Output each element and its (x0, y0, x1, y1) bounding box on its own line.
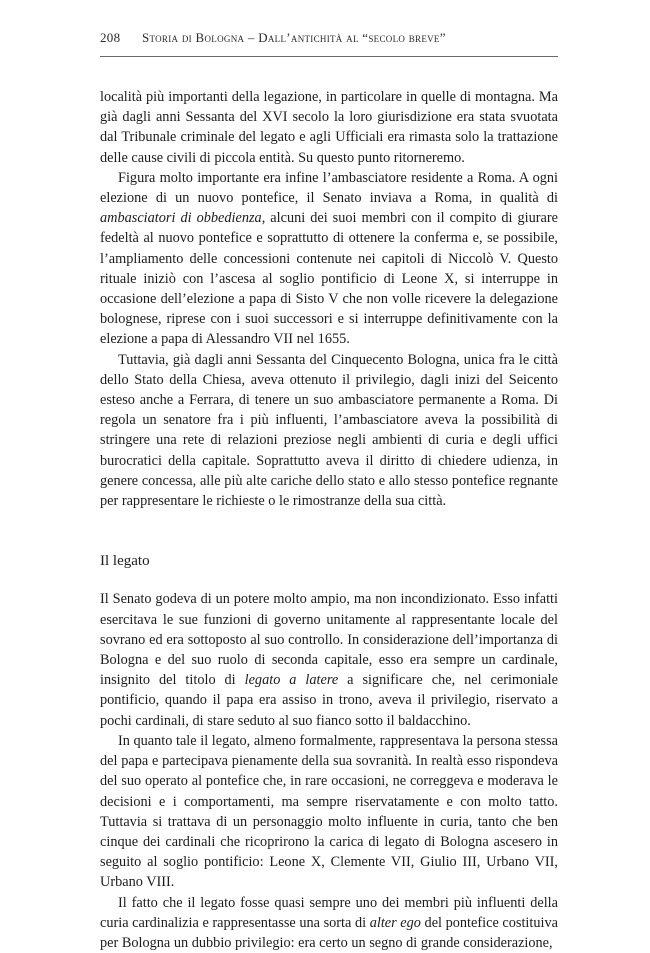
paragraph (100, 893, 558, 953)
paragraph (100, 168, 558, 350)
paragraph (100, 350, 558, 512)
text-run: località più importanti della legazione, in particolare in quelle di montagna. Ma già dagli anni Sessanta del XVI secolo la loro giurisdizione era stata svuotata dal Tribunale criminale del legato e agli Ufficiali era rimasta solo la trattazione delle cause civili di piccola entità. Su questo punto ritorneremo. (100, 89, 558, 166)
text-run: del pontefice costituiva per Bologna un dubbio privilegio: era certo un segno di grande considerazione, (100, 914, 558, 951)
italic-phrase: legato a latere (244, 672, 339, 689)
text-run: In quanto tale il legato, almeno formalmente, rappresentava la persona stessa del papa e partecipava pienamente della sua sovranità. In realtà esso rispondeva del suo operato al pontefice che, in rare occasioni, ne correggeva e moderava le decisioni e i comportamenti, ma sempre riservatamente e con molto tatto. Tuttavia si trattava di un personaggio molto influente in curia, tanto che ben cinque dei cardinali che ricoprirono la carica di legato di Bologna ascesero in seguito al soglio pontificio: Leone X, Clemente VII, Giulio III, Urbano VII, Urbano VIII. (100, 732, 558, 891)
text-run: a significare che, nel cerimoniale pontificio, quando il papa era assiso in trono, aveva il privilegio, riservato a pochi cardinali, di stare seduto al suo fianco sotto il baldacchino. (100, 672, 558, 729)
book-page (100, 0, 559, 951)
text-run: Il fatto che il legato fosse quasi sempre uno dei membri più influenti della curia cardinalizia e rappresentasse una sorta di (100, 894, 558, 931)
text-run: Il Senato godeva di un potere molto ampio, ma non incondizionato. Esso infatti esercitava le sue funzioni di governo unitamente al rappresentante locale del sovrano ed era sottoposto al suo controllo. In considerazione dell’importanza di Bologna e del suo ruolo di seconda capitale, esso era sempre un cardinale, insignito del titolo di (100, 591, 558, 689)
paragraph (100, 731, 558, 893)
paragraph (100, 589, 558, 730)
section-heading: Il legato (100, 553, 150, 570)
paragraphs-before-heading (100, 87, 558, 511)
paragraphs-after-heading (100, 589, 558, 953)
paragraph (100, 87, 558, 168)
italic-phrase: ambasciatori di obbedienza (100, 210, 262, 227)
text-run: Figura molto importante era infine l’ambasciatore residente a Roma. A ogni elezione di un nuovo pontefice, il Senato inviava a Roma, in qualità di (100, 169, 558, 207)
page-number: 208 (100, 30, 121, 45)
text-run: Tuttavia, già dagli anni Sessanta del Cinquecento Bologna, unica fra le città dello Stato della Chiesa, aveva ottenuto il privilegio, dagli inizi del Seicento esteso anche a Ferrara, di tenere un suo ambasciatore permanente a Roma. Di regola un senatore fra i più influenti, l’ambasciatore aveva la possibilità di stringere una rete di relazioni preziose negli ambienti di curia e degli uffici burocratici della capitale. Soprattutto aveva il diritto di chiedere udienza, in genere concessa, alle più alte cariche dello stato e allo stesso pontefice regnante per rappresentare le richieste o le rimostranze della sua città. (100, 351, 558, 510)
text-run: , alcuni dei suoi membri con il compito di giurare fedeltà al nuovo pontefice e soprattutto di ottenere la conferma e, se possibile, l’ampliamento delle concessioni contenute nei capitoli di Niccolò V. Questo rituale iniziò con l’ascesa al soglio pontificio di Leone X, si interruppe in occasione dell’elezione a papa di Sisto V che non volle ricevere la delegazione bolognese, riprese con i suoi successori e si interruppe definitivamente con la elezione a papa di Alessandro VII nel 1655. (100, 210, 559, 348)
body-text (100, 87, 558, 953)
header-rule (100, 56, 558, 57)
running-title: Storia di Bologna – Dall’antichità al “secolo breve” (141, 30, 446, 45)
running-header (100, 30, 558, 54)
italic-phrase: alter ego (369, 914, 421, 931)
